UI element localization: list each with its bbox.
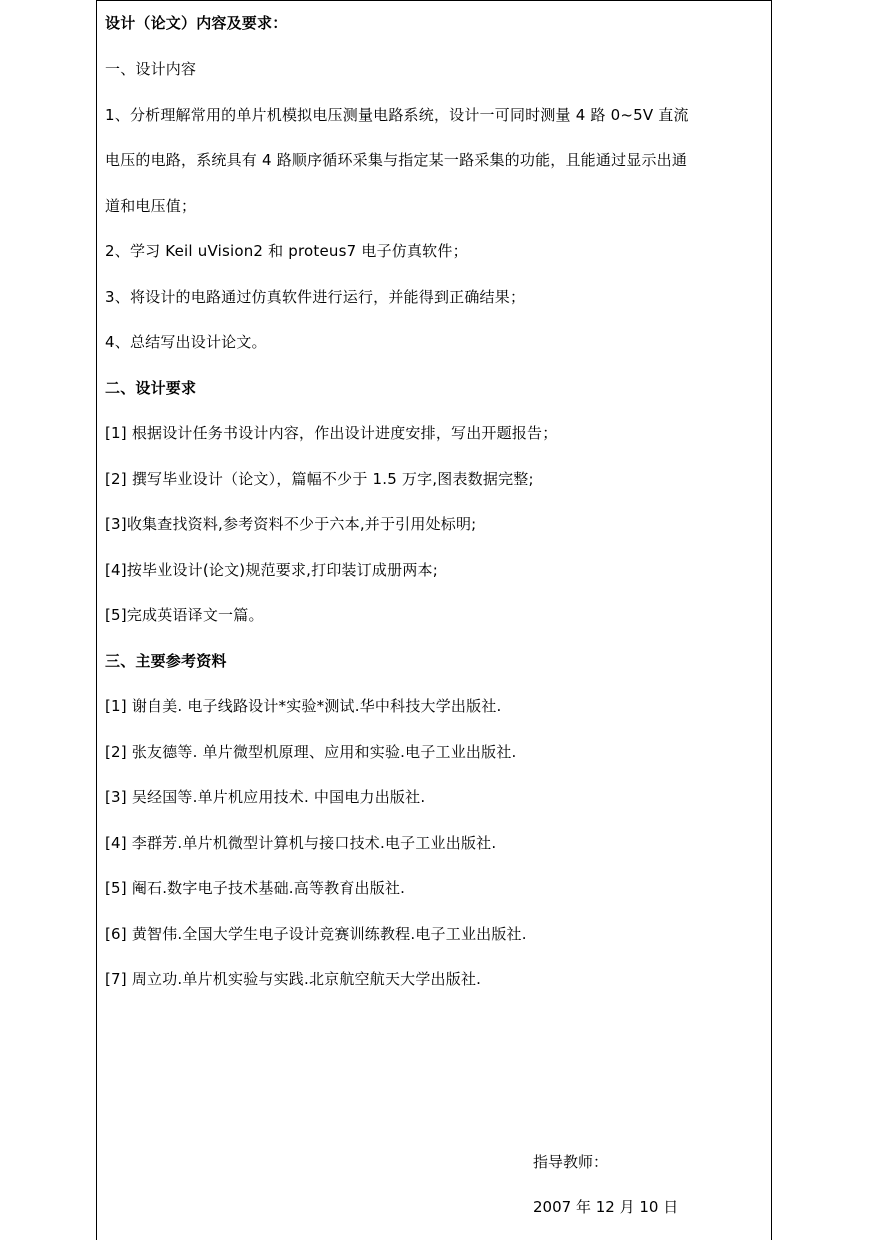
- section-heading: 设计（论文）内容及要求：: [105, 14, 288, 32]
- section3-title: 三、主要参考资料: [105, 652, 227, 670]
- signature-date: 2007 年 12 月 10 日: [533, 1198, 679, 1216]
- content-line: 道和电压值；: [105, 197, 197, 215]
- requirement-item: [5]完成英语译文一篇。: [105, 606, 264, 624]
- advisor-label: 指导教师：: [533, 1153, 609, 1171]
- reference-item: [1] 谢自美. 电子线路设计*实验*测试.华中科技大学出版社.: [105, 697, 502, 715]
- content-line: 3、将设计的电路通过仿真软件进行运行，并能得到正确结果；: [105, 288, 526, 306]
- reference-item: [4] 李群芳.单片机微型计算机与接口技术.电子工业出版社.: [105, 834, 497, 852]
- reference-item: [3] 吴经国等.单片机应用技术. 中国电力出版社.: [105, 788, 426, 806]
- content-line: 1、分析理解常用的单片机模拟电压测量电路系统，设计一可同时测量 4 路 0~5V 直流: [105, 106, 689, 124]
- requirement-item: [3]收集查找资料,参考资料不少于六本,并于引用处标明;: [105, 515, 477, 533]
- requirement-item: [1] 根据设计任务书设计内容，作出设计进度安排，写出开题报告；: [105, 424, 558, 442]
- requirement-item: [2] 撰写毕业设计（论文），篇幅不少于 1.5 万字,图表数据完整;: [105, 470, 534, 488]
- requirement-item: [4]按毕业设计(论文)规范要求,打印装订成册两本;: [105, 561, 438, 579]
- reference-item: [2] 张友德等. 单片微型机原理、应用和实验.电子工业出版社.: [105, 743, 517, 761]
- reference-item: [7] 周立功.单片机实验与实践.北京航空航天大学出版社.: [105, 970, 482, 988]
- reference-item: [6] 黄智伟.全国大学生电子设计竞赛训练教程.电子工业出版社.: [105, 925, 527, 943]
- reference-item: [5] 阉石.数字电子技术基础.高等教育出版社.: [105, 879, 406, 897]
- section1-title: 一、设计内容: [105, 60, 197, 78]
- content-line: 4、总结写出设计论文。: [105, 333, 267, 351]
- content-line: 电压的电路，系统具有 4 路顺序循环采集与指定某一路采集的功能，且能通过显示出通: [105, 151, 688, 169]
- content-line: 2、学习 Keil uVision2 和 proteus7 电子仿真软件；: [105, 242, 468, 260]
- section2-title: 二、设计要求: [105, 379, 197, 397]
